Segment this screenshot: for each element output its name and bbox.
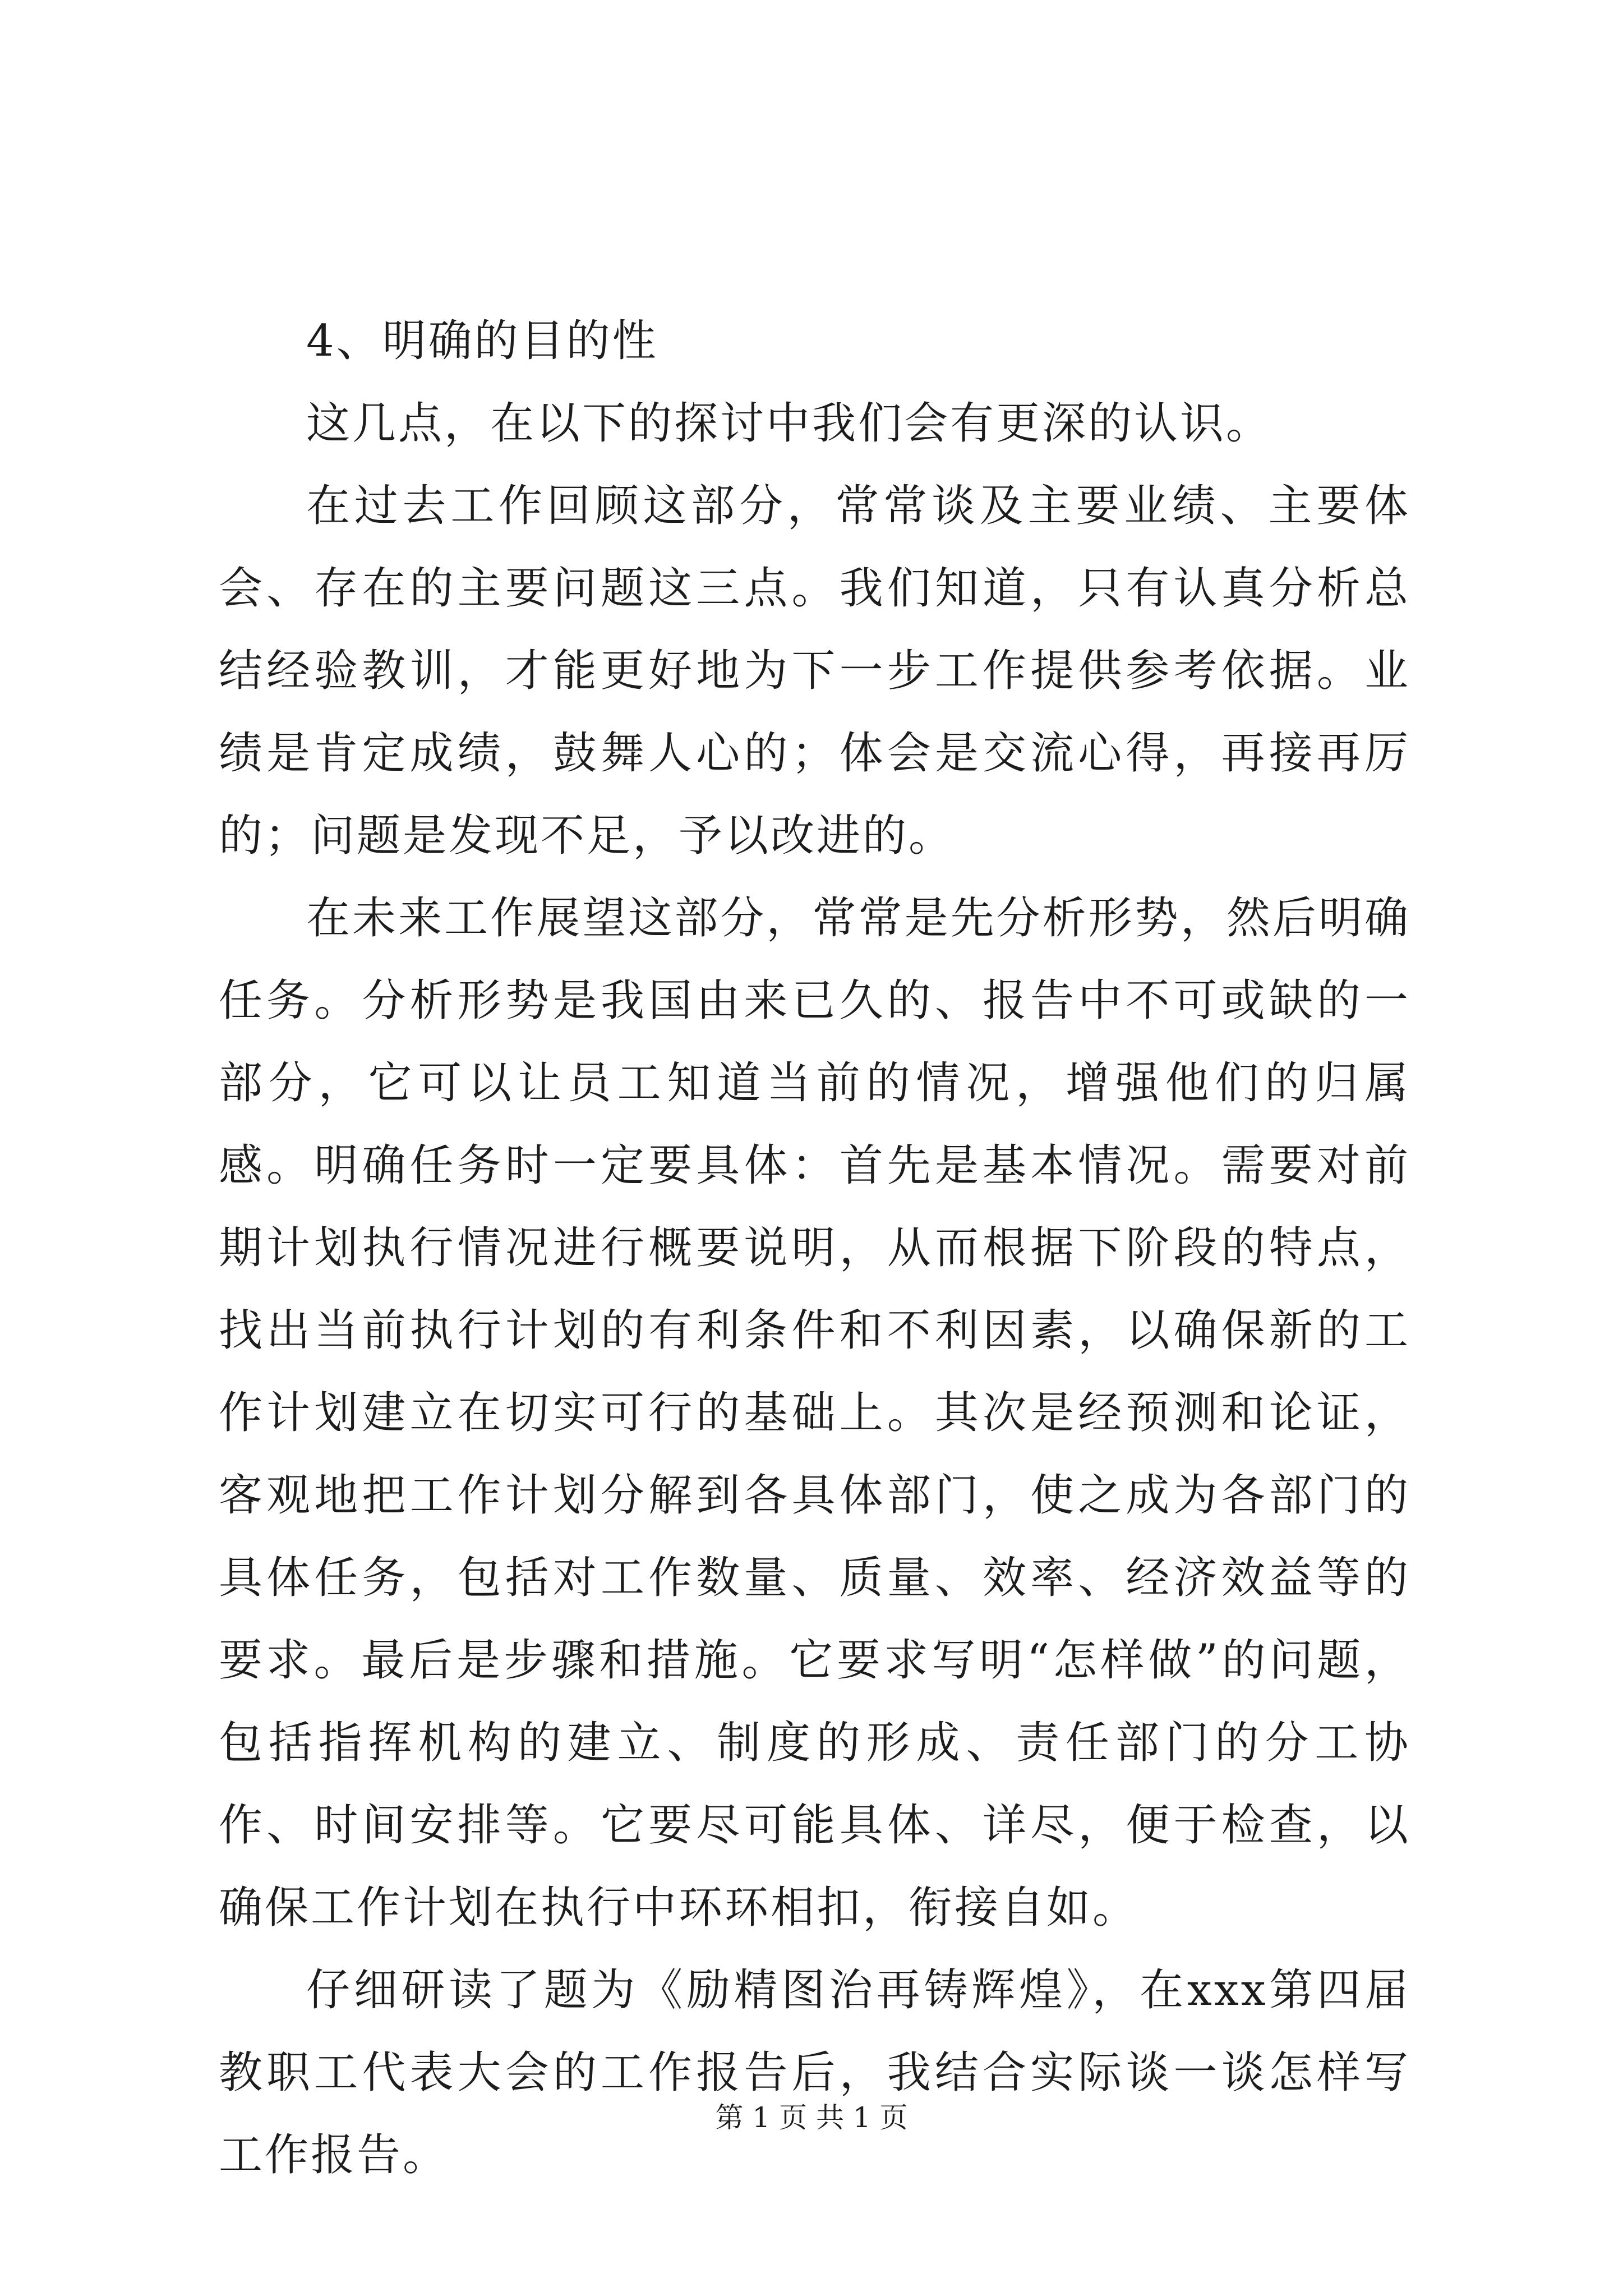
document-body	[219, 300, 1410, 2197]
page-footer: 第 1 页 共 1 页	[715, 2101, 908, 2134]
paragraph: 仔细研读了题为《励精图治再铸辉煌》，在xxx第四届教职工代表大会的工作报告后，我结合实际谈一谈怎样写工作报告。	[219, 1965, 1410, 2180]
paragraph: 在未来工作展望这部分，常常是先分析形势，然后明确任务。分析形势是我国由来已久的、报告中不可或缺的一部分，它可以让员工知道当前的情况，增强他们的归属感。明确任务时一定要具体：首先是基本情况。需要对前期计划执行情况进行概要说明，从而根据下阶段的特点，找出当前执行计划的有利条件和不利因素，以确保新的工作计划建立在切实可行的基础上。其次是经预测和论证，客观地把工作计划分解到各具体部门，使之成为各部门的具体任务，包括对工作数量、质量、效率、经济效益等的要求。最后是步骤和措施。它要求写明“怎样做”的问题，包括指挥机构的建立、制度的形成、责任部门的分工协作、时间安排等。它要尽可能具体、详尽，便于检查，以确保工作计划在执行中环环相扣，衔接自如。	[219, 893, 1410, 1933]
paragraph-heading: 4、明确的目的性	[306, 316, 658, 366]
paragraph: 这几点，在以下的探讨中我们会有更深的认识。	[306, 398, 1272, 449]
paragraph: 在过去工作回顾这部分，常常谈及主要业绩、主要体会、存在的主要问题这三点。我们知道，只有认真分析总结经验教训，才能更好地为下一步工作提供参考依据。业绩是肯定成绩，鼓舞人心的；体会是交流心得，再接再厉的；问题是发现不足，予以改进的。	[219, 481, 1410, 861]
